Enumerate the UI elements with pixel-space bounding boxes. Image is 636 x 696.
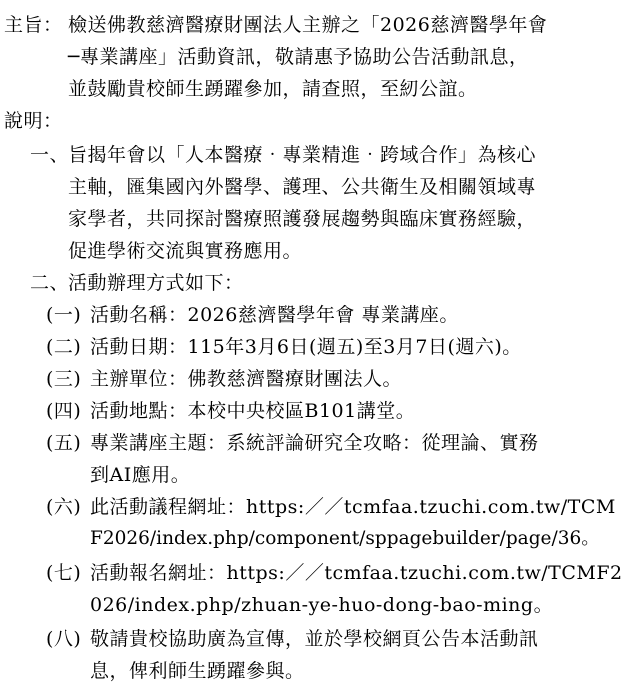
item-line: 敬請貴校協助廣為宣傳，並於學校網頁公告本活動訊 [90,628,539,650]
agenda-url-line: 此活動議程網址：https:／／tcmfaa.tzuchi.com.tw/TCM [90,496,616,518]
subject-line-1: 檢送佛教慈濟醫療財團法人主辦之「2026慈濟醫學年會 [68,14,548,36]
section-one-line-3: 家學者，共同探討醫療照護發展趨勢與臨床實務經驗， [68,208,537,230]
item-line: 主辦單位：佛教慈濟醫療財團法人。 [90,368,403,390]
item-line: 活動名稱：2026慈濟醫學年會 專業講座。 [90,304,459,326]
explanation-label: 說明： [4,110,63,132]
item-marker: (八) [46,628,82,650]
subject-label: 主旨： [4,14,63,36]
item-marker: (三) [46,368,82,390]
item-marker: (七) [46,562,82,584]
section-two-heading: 活動辦理方式如下： [68,272,244,294]
item-line: 到AI應用。 [90,464,191,486]
section-one-line-1: 旨揭年會以「人本醫療‧專業精進‧跨域合作」為核心 [68,144,537,166]
item-marker: (一) [46,304,82,326]
registration-url-line: 026/index.php/zhuan-ye-huo-dong-bao-ming。 [90,594,554,616]
section-one-marker: 一、 [30,144,70,166]
item-marker: (二) [46,336,82,358]
section-one-line-2: 主軸，匯集國內外醫學、護理、公共衛生及相關領域專 [68,176,537,198]
section-one-line-4: 促進學術交流與實務應用。 [68,240,303,262]
subject-line-3: 並鼓勵貴校師生踴躍參加，請查照，至紉公誼。 [68,78,478,100]
subject-line-2: ─專業講座」活動資訊，敬請惠予協助公告活動訊息， [68,46,529,68]
agenda-url-line: F2026/index.php/component/sppagebuilder/page/36。 [90,528,600,549]
item-line: 專業講座主題：系統評論研究全攻略：從理論、實務 [90,432,539,454]
item-marker: (五) [46,432,82,454]
item-marker: (六) [46,496,82,518]
item-marker: (四) [46,400,82,422]
item-line: 活動地點：本校中央校區B101講堂。 [90,400,416,422]
item-line: 息，俾利師生踴躍參與。 [90,660,305,682]
item-line: 活動日期：115年3月6日(週五)至3月7日(週六)。 [90,336,522,358]
section-two-marker: 二、 [30,272,70,294]
registration-url-line: 活動報名網址：https:／／tcmfaa.tzuchi.com.tw/TCMF2 [90,562,623,584]
